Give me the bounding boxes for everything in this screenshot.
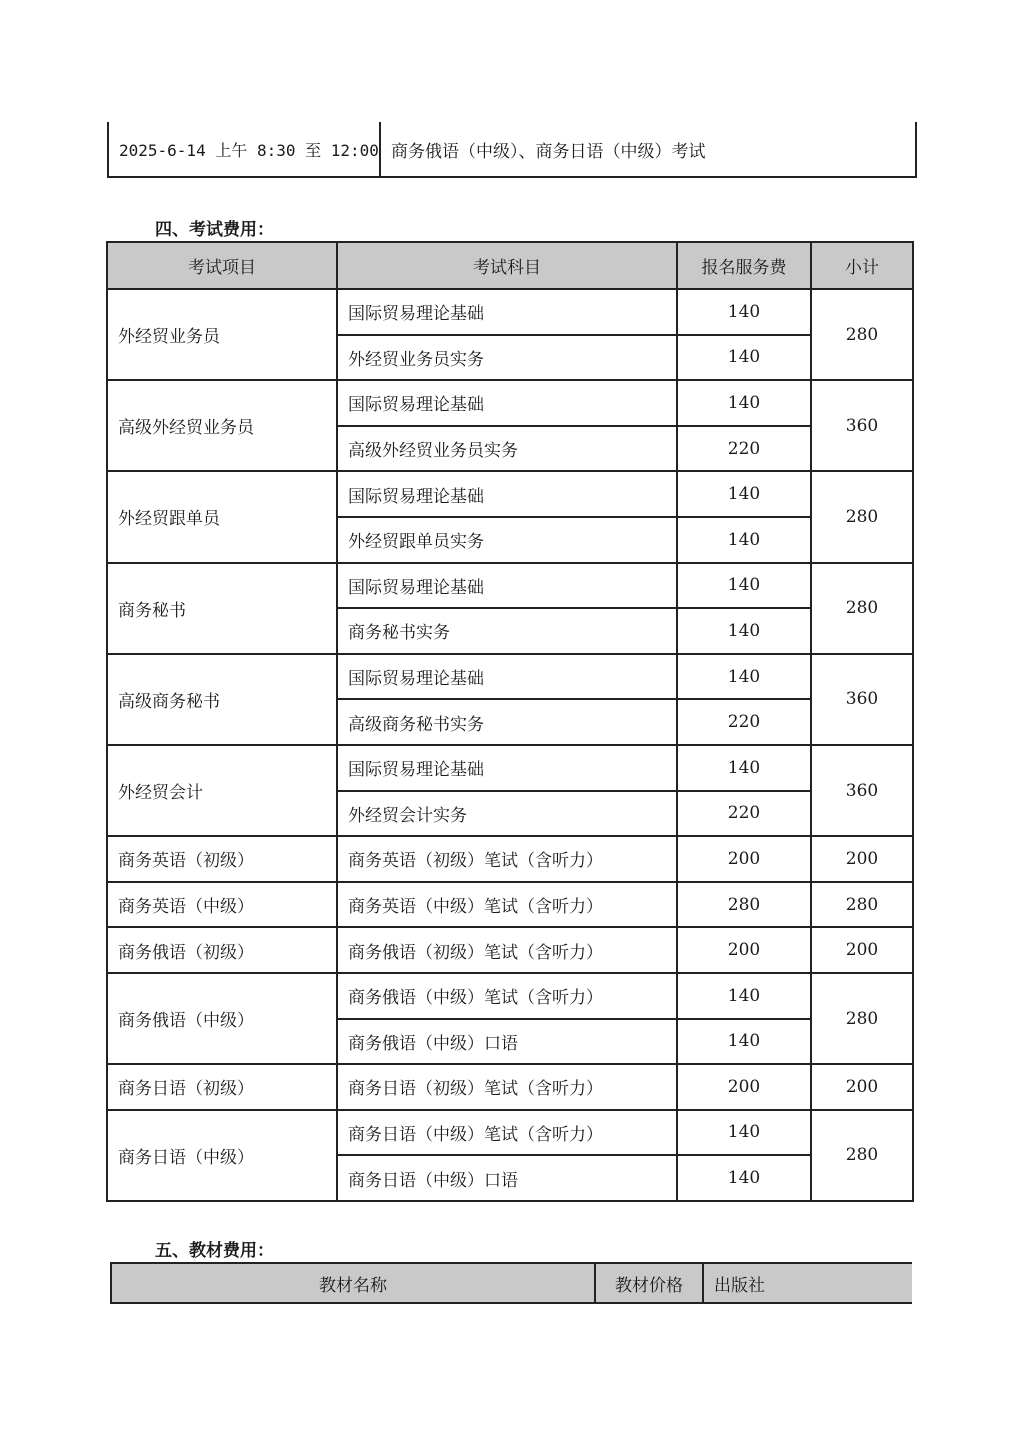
schedule-exam: 商务俄语（中级）、商务日语（中级）考试 (380, 122, 916, 177)
subtotal-cell: 280 (811, 289, 913, 380)
fee-cell: 220 (677, 791, 811, 837)
header-publisher: 出版社 (703, 1263, 912, 1303)
subject-cell: 商务秘书实务 (337, 608, 677, 654)
fee-cell: 200 (677, 1064, 811, 1110)
subtotal-cell: 360 (811, 654, 913, 745)
exam-item-cell: 商务日语（初级） (107, 1064, 337, 1110)
exam-item-cell: 商务英语（初级） (107, 836, 337, 882)
table-row (107, 927, 913, 973)
subtotal-cell: 200 (811, 836, 913, 882)
fee-cell: 140 (677, 745, 811, 791)
header-exam-item: 考试项目 (107, 242, 337, 289)
subject-cell: 国际贸易理论基础 (337, 745, 677, 791)
exam-item-cell: 高级商务秘书 (107, 654, 337, 745)
fee-cell: 200 (677, 927, 811, 973)
fee-cell: 140 (677, 654, 811, 700)
fee-cell: 140 (677, 289, 811, 335)
fees-header-row (107, 242, 913, 289)
fee-cell: 140 (677, 471, 811, 517)
subject-cell: 国际贸易理论基础 (337, 654, 677, 700)
subject-cell: 国际贸易理论基础 (337, 471, 677, 517)
fee-cell: 140 (677, 335, 811, 381)
exam-item-cell: 商务俄语（初级） (107, 927, 337, 973)
subject-cell: 高级外经贸业务员实务 (337, 426, 677, 472)
subtotal-cell: 200 (811, 927, 913, 973)
subtotal-cell: 200 (811, 1064, 913, 1110)
subtotal-cell: 360 (811, 745, 913, 836)
subtotal-cell: 280 (811, 973, 913, 1064)
subject-cell: 商务日语（中级）口语 (337, 1155, 677, 1201)
subject-cell: 国际贸易理论基础 (337, 563, 677, 609)
section-title-textbook-fees: 五、教材费用： (155, 1241, 274, 1261)
subject-cell: 商务英语（中级）笔试（含听力） (337, 882, 677, 928)
fee-cell: 140 (677, 1110, 811, 1156)
header-textbook-name: 教材名称 (111, 1263, 595, 1303)
schedule-table (107, 122, 917, 178)
fee-cell: 140 (677, 608, 811, 654)
table-row (107, 836, 913, 882)
subtotal-cell: 280 (811, 882, 913, 928)
subject-cell: 商务英语（初级）笔试（含听力） (337, 836, 677, 882)
exam-item-cell: 商务俄语（中级） (107, 973, 337, 1064)
exam-item-cell: 外经贸业务员 (107, 289, 337, 380)
fee-cell: 140 (677, 1155, 811, 1201)
subject-cell: 高级商务秘书实务 (337, 699, 677, 745)
subject-cell: 商务日语（初级）笔试（含听力） (337, 1064, 677, 1110)
exam-item-cell: 商务英语（中级） (107, 882, 337, 928)
table-row (107, 289, 913, 335)
subtotal-cell: 360 (811, 380, 913, 471)
subject-cell: 外经贸会计实务 (337, 791, 677, 837)
textbook-fees-table (110, 1262, 912, 1304)
exam-item-cell: 高级外经贸业务员 (107, 380, 337, 471)
subject-cell: 商务俄语（初级）笔试（含听力） (337, 927, 677, 973)
table-row (107, 745, 913, 791)
fee-cell: 220 (677, 699, 811, 745)
header-textbook-price: 教材价格 (595, 1263, 703, 1303)
fee-cell: 140 (677, 973, 811, 1019)
header-exam-subject: 考试科目 (337, 242, 677, 289)
table-row (107, 973, 913, 1019)
schedule-time: 2025-6-14 上午 8:30 至 12:00 (108, 122, 380, 177)
fee-cell: 140 (677, 380, 811, 426)
subject-cell: 商务俄语（中级）口语 (337, 1019, 677, 1065)
subtotal-cell: 280 (811, 1110, 913, 1201)
subject-cell: 外经贸跟单员实务 (337, 517, 677, 563)
fee-cell: 280 (677, 882, 811, 928)
table-row (107, 563, 913, 609)
table-row (107, 654, 913, 700)
exam-item-cell: 外经贸跟单员 (107, 471, 337, 562)
exam-item-cell: 外经贸会计 (107, 745, 337, 836)
schedule-row (108, 122, 916, 177)
exam-item-cell: 商务秘书 (107, 563, 337, 654)
subject-cell: 商务俄语（中级）笔试（含听力） (337, 973, 677, 1019)
exam-item-cell: 商务日语（中级） (107, 1110, 337, 1201)
exam-fees-table (106, 241, 914, 1202)
subject-cell: 商务日语（中级）笔试（含听力） (337, 1110, 677, 1156)
header-subtotal: 小计 (811, 242, 913, 289)
table-row (107, 882, 913, 928)
fee-cell: 140 (677, 517, 811, 563)
subject-cell: 国际贸易理论基础 (337, 380, 677, 426)
fee-cell: 220 (677, 426, 811, 472)
subject-cell: 国际贸易理论基础 (337, 289, 677, 335)
subtotal-cell: 280 (811, 563, 913, 654)
fee-cell: 200 (677, 836, 811, 882)
section-title-exam-fees: 四、考试费用： (155, 220, 274, 240)
table-row (107, 1110, 913, 1156)
subtotal-cell: 280 (811, 471, 913, 562)
fee-cell: 140 (677, 1019, 811, 1065)
subject-cell: 外经贸业务员实务 (337, 335, 677, 381)
table-row (107, 380, 913, 426)
fee-cell: 140 (677, 563, 811, 609)
header-service-fee: 报名服务费 (677, 242, 811, 289)
table-row (107, 471, 913, 517)
table-row (107, 1064, 913, 1110)
books-header-row (111, 1263, 912, 1303)
